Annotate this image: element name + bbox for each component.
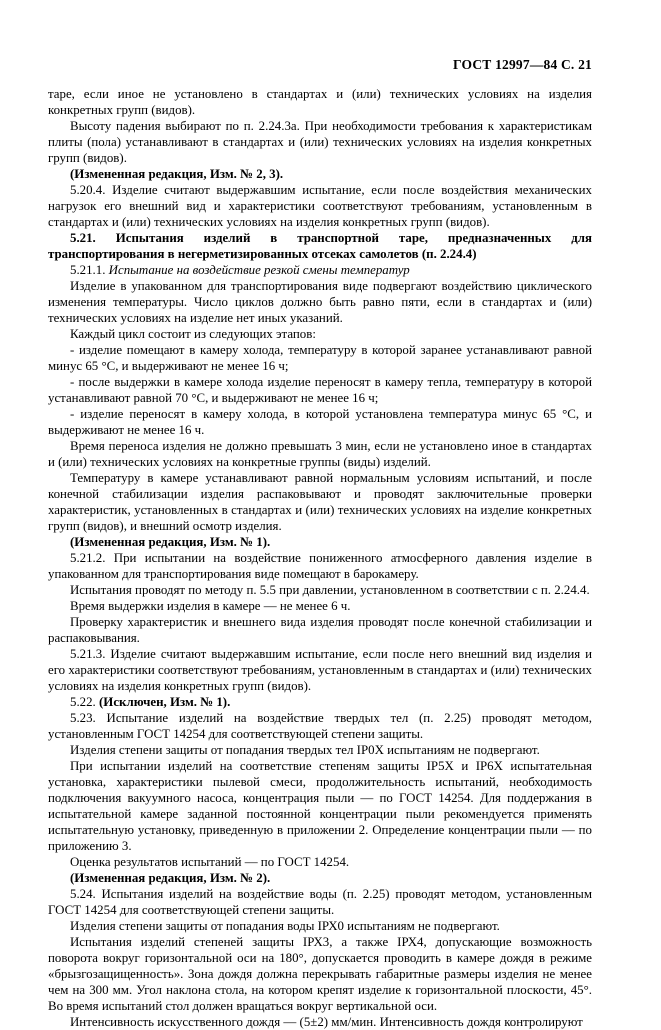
paragraph: Испытания изделий степеней защиты IРХ3, а также IРХ4, допускающие возможность поворота вокруг горизонтальной оси на 180°, допускается проводить в камере дождя в режиме «брызгозащищенность». Зона дождя должна перекрывать габаритные размеры изделия не менее чем на 300 мм. Угол наклона стола, на котором крепят изделие к горизонтальной плоскости, 45°. Во время испытаний стол должен вращаться вокруг вертикальной оси.	[48, 935, 592, 1013]
paragraph: Изделие в упакованном для транспортирования виде подвергают воздействию циклического изменения температуры. Число циклов должно быть равно пяти, если в стандартах и (или) технических условиях на изделие нет иных указаний.	[48, 279, 592, 325]
paragraph: (Измененная редакция, Изм. № 2).	[70, 871, 271, 885]
paragraph: - изделие переносят в камеру холода, в которой установлена температура минус 65 °С, и выдерживают не менее 16 ч.	[48, 407, 592, 437]
paragraph-segment: 5.22.	[70, 695, 100, 709]
paragraph: 5.21. Испытания изделий в транспортной таре, предназначенных для транспортирования в негерметизированных отсеках самолетов (п. 2.24.4)	[48, 231, 592, 261]
paragraph-segment: Испытание на воздействие резкой смены температур	[108, 263, 410, 277]
paragraph: 5.23. Испытание изделий на воздействие твердых тел (п. 2.25) проводят методом, установленным ГОСТ 14254 для соответствующей степени защиты.	[48, 711, 592, 741]
paragraph: Интенсивность искусственного дождя — (5±2) мм/мин. Интенсивность дождя контролируют	[70, 1015, 583, 1029]
paragraph: Высоту падения выбирают по п. 2.24.3а. При необходимости требования к характеристикам плиты (пола) устанавливают в стандартах и (или) технических условиях на изделия конкретных групп (видов).	[48, 119, 592, 165]
paragraph: Проверку характеристик и внешнего вида изделия проводят после конечной стабилизации и распаковывания.	[48, 615, 592, 645]
paragraph: (Измененная редакция, Изм. № 1).	[70, 535, 271, 549]
document-body	[48, 86, 592, 1030]
paragraph: Время переноса изделия не должно превышать 3 мин, если не установлено иное в стандартах и (или) технических условиях на конкретные группы (виды) изделий.	[48, 439, 592, 469]
paragraph: Испытания проводят по методу п. 5.5 при давлении, установленном в соответствии с п. 2.24.4.	[70, 583, 590, 597]
paragraph: 5.20.4. Изделие считают выдержавшим испытание, если после воздействия механических нагрузок его внешний вид и характеристики соответствуют требованиям, установленным в стандартах и (или) технических условиях на изделия конкретных групп (видов).	[48, 183, 592, 229]
paragraph: - после выдержки в камере холода изделие переносят в камеру тепла, температуру в которой устанавливают равной 70 °С, и выдерживают не менее 16 ч;	[48, 375, 592, 405]
paragraph-segment: (Исключен, Изм. № 1).	[99, 695, 231, 709]
paragraph: При испытании изделий на соответствие степеням защиты IР5Х и IР6Х испытательная установка, характеристики пылевой смеси, продолжительность испытаний, необходимость подключения вакуумного насоса, концентрация пыли — по ГОСТ 14254. Для поддержания в испытательной камере заданной постоянной концентрации пыли рекомендуется применять испытательную установку, приведенную в приложении 2. Определение концентрации пыли — по приложению 3.	[48, 759, 592, 853]
paragraph	[48, 262, 592, 278]
paragraph: Каждый цикл состоит из следующих этапов:	[70, 327, 316, 341]
paragraph: Температуру в камере устанавливают равной нормальным условиям испытаний, и после конечной стабилизации изделия распаковывают и проводят заключительные проверки характеристик, установленных в стандартах и (или) технических условиях на изделие конкретных групп (видов), и внешний осмотр изделия.	[48, 471, 592, 533]
paragraph: - изделие помещают в камеру холода, температуру в которой заранее устанавливают равной минус 65 °С, и выдерживают не менее 16 ч;	[48, 343, 592, 373]
paragraph: 5.21.3. Изделие считают выдержавшим испытание, если после него внешний вид изделия и его характеристики соответствуют требованиям, установленным в стандартах и (или) технических условиях на изделия конкретных групп (видов).	[48, 647, 592, 693]
paragraph	[48, 694, 592, 710]
paragraph: (Измененная редакция, Изм. № 2, 3).	[70, 167, 284, 181]
paragraph: 5.21.2. При испытании на воздействие пониженного атмосферного давления изделие в упакованном для транспортирования виде помещают в барокамеру.	[48, 551, 592, 581]
paragraph-segment: 5.21.1.	[70, 263, 109, 277]
paragraph: Изделия степени защиты от попадания воды IРХ0 испытаниям не подвергают.	[70, 919, 500, 933]
paragraph: Время выдержки изделия в камере — не менее 6 ч.	[70, 599, 351, 613]
paragraph: Оценка результатов испытаний — по ГОСТ 14254.	[70, 855, 350, 869]
paragraph: 5.24. Испытания изделий на воздействие воды (п. 2.25) проводят методом, установленным ГОСТ 14254 для соответствующей степени защиты.	[48, 887, 592, 917]
paragraph: таре, если иное не установлено в стандартах и (или) технических условиях на изделия конкретных групп (видов).	[48, 87, 592, 117]
page-header-standard-ref: ГОСТ 12997—84 С. 21	[453, 57, 592, 72]
paragraph: Изделия степени защиты от попадания твердых тел IР0Х испытаниям не подвергают.	[70, 743, 540, 757]
